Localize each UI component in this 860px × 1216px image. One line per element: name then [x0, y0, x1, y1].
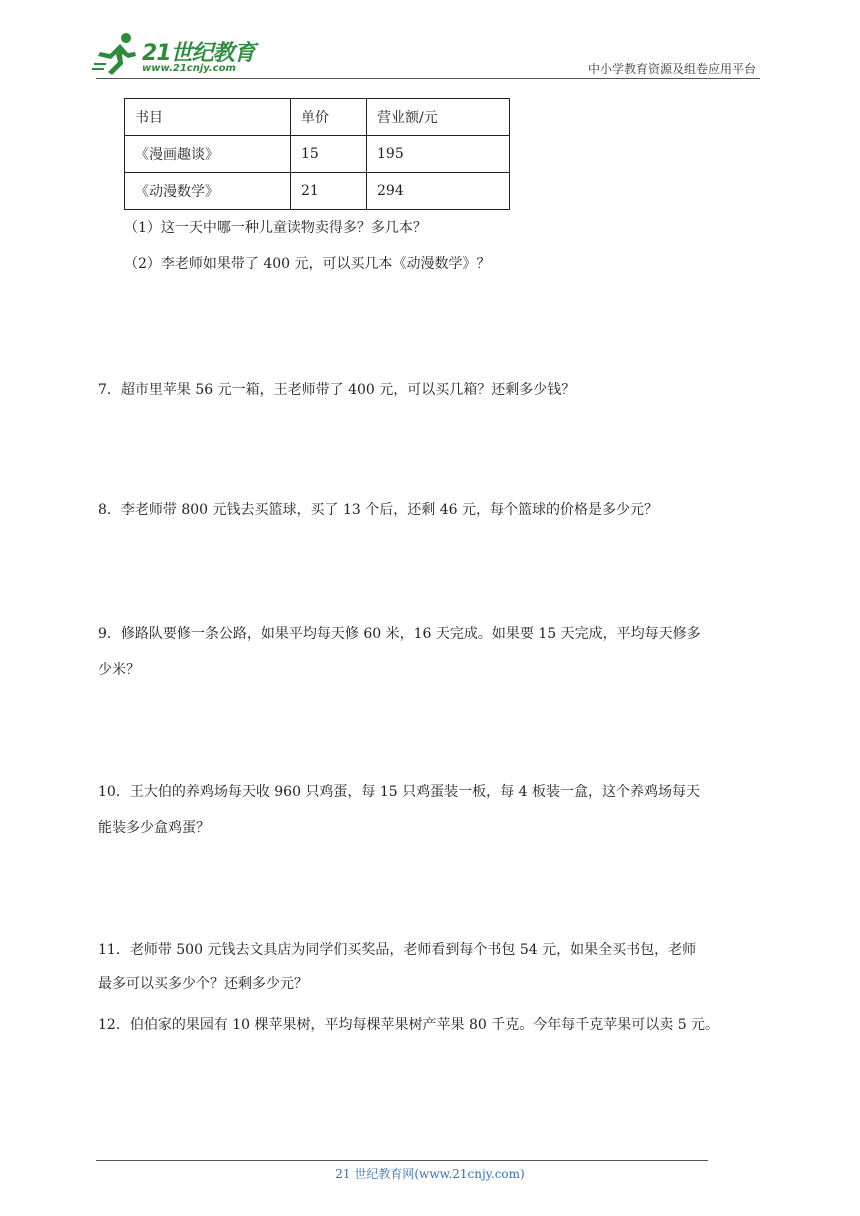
question-11-line-1: 11．老师带 500 元钱去文具店为同学们买奖品，老师看到每个书包 54 元，如果全买书包，老师	[98, 942, 697, 958]
table-header-cell: 单价	[291, 99, 367, 136]
table-cell: 《动漫数学》	[125, 173, 291, 210]
books-table	[124, 98, 510, 210]
table-header-row	[125, 99, 510, 136]
site-logo	[92, 30, 267, 80]
question-9-line-1: 9．修路队要修一条公路，如果平均每天修 60 米，16 天完成。如果要 15 天完成，平均每天修多	[98, 626, 701, 642]
question-10-line-1: 10．王大伯的养鸡场每天收 960 只鸡蛋，每 15 只鸡蛋装一板，每 4 板装一盒，这个养鸡场每天	[98, 784, 700, 800]
table-cell: 15	[291, 136, 367, 173]
question-8: 8．李老师带 800 元钱去买篮球，买了 13 个后，还剩 46 元，每个篮球的价格是多少元？	[98, 502, 658, 518]
logo-text: 21世纪教育	[142, 41, 255, 66]
footer-divider	[96, 1160, 708, 1161]
table-cell: 《漫画趣谈》	[125, 136, 291, 173]
question-7: 7．超市里苹果 56 元一箱，王老师带了 400 元，可以买几箱？还剩多少钱？	[98, 382, 576, 398]
table-row	[125, 173, 510, 210]
question-9-line-2: 少米？	[98, 662, 140, 678]
table-header-cell: 书目	[125, 99, 291, 136]
question-11-line-2: 最多可以买多少个？还剩多少元？	[98, 976, 308, 992]
table-cell: 21	[291, 173, 367, 210]
table-header-cell: 营业额/元	[367, 99, 510, 136]
runner-logo-icon	[92, 30, 142, 76]
question-6-part-2: （2）李老师如果带了 400 元，可以买几本《动漫数学》？	[124, 256, 491, 272]
platform-name: 中小学教育资源及组卷应用平台	[587, 62, 756, 76]
table-cell: 294	[367, 173, 510, 210]
logo-url: www.21cnjy.com	[142, 63, 236, 74]
page-header	[0, 0, 860, 90]
question-12: 12．伯伯家的果园有 10 棵苹果树，平均每棵苹果树产苹果 80 千克。今年每千克苹果可以卖 5 元。	[98, 1017, 720, 1033]
question-10-line-2: 能装多少盒鸡蛋？	[98, 820, 210, 836]
footer-text: 21 世纪教育网(www.21cnjy.com)	[335, 1167, 525, 1181]
table-cell: 195	[367, 136, 510, 173]
table-row	[125, 136, 510, 173]
header-divider	[96, 78, 760, 79]
question-6-part-1: （1）这一天中哪一种儿童读物卖得多？多几本？	[124, 220, 427, 236]
